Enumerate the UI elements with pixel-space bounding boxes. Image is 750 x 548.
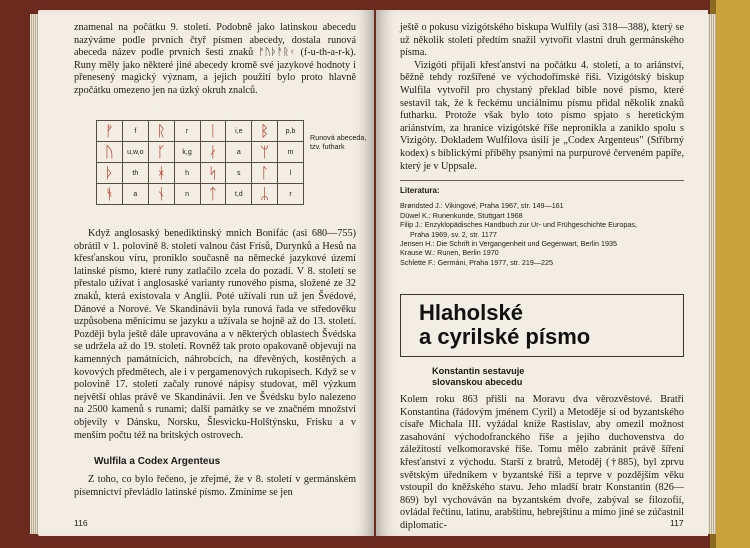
page-number-right: 117 xyxy=(670,518,684,528)
rune-glyph: ᛋ xyxy=(200,163,226,184)
rune-value: r xyxy=(278,184,304,205)
chapter-subheading xyxy=(432,366,672,389)
closing-text: Z toho, co bylo řečeno, je zřejmé, že v 8. století v germánském písemnictví převládlo latinské písmo. Zmíníme se jen xyxy=(74,474,356,498)
rune-value: a xyxy=(122,184,148,205)
rune-row xyxy=(97,121,304,142)
rune-value: n xyxy=(174,184,200,205)
chapter-paragraph xyxy=(400,394,684,533)
rune-glyph: ᛅ xyxy=(200,142,226,163)
rune-value: th xyxy=(122,163,148,184)
section-subheading: Wulfila a Codex Argenteus xyxy=(94,456,221,467)
rune-glyph: ᚬ xyxy=(97,184,123,205)
body-paragraph xyxy=(74,228,356,442)
literature-item: Düwel K.: Runenkunde, Stuttgart 1968 xyxy=(400,210,523,220)
literature-item: Brøndsted J.: Vikingové, Praha 1967, str. 149—161 xyxy=(400,201,564,211)
rune-value: t,d xyxy=(226,184,252,205)
page-edges-right xyxy=(708,14,716,534)
chapter-title-line2: a cyrilské písmo xyxy=(419,324,591,349)
rune-row xyxy=(97,184,304,205)
closing-paragraph xyxy=(74,474,356,499)
rune-value: p,b xyxy=(278,121,304,142)
chapter-sub-line2: slovanskou abecedu xyxy=(432,377,523,388)
rune-value: m xyxy=(278,142,304,163)
vizigoti-text: Vizigóti přijali křesťanství na počátku 4. století, a to ariánství, běžně tehdy rozšířené ve východořímské říši. Vizigótský biskup Wulfila vytvořil pro chystaný překlad bible nové písmo, které sestavil tak, že k řeckému unciálnímu písmu přidal několik znaků futharku. Protože však bylo toto písmo spjato s heretickým ariánstvím, za hranice vizigótské říše nepronikla a zaniklo spolu s Vizigóty. Dokladem Wulfilova úsilí je „Codex Argenteus" (Stříbrný kodex) s biblickými příběhy psanými na purpurové červeném papíře, který je v Uppsale. xyxy=(400,59,684,172)
literature-list xyxy=(400,201,684,267)
literature-item: Krause W.: Runen, Berlin 1970 xyxy=(400,248,499,258)
rune-glyph: ᚾ xyxy=(148,184,174,205)
rune-glyph: ᚴ xyxy=(148,142,174,163)
rune-row xyxy=(97,163,304,184)
right-page xyxy=(376,10,708,536)
continuation-paragraph xyxy=(400,22,684,173)
rune-table xyxy=(96,120,304,205)
rune-value: k,g xyxy=(174,142,200,163)
rune-glyph: ᚢ xyxy=(97,142,123,163)
rune-value: s xyxy=(226,163,252,184)
continuation-text: ještě o pokusu vizigótského biskupa Wulfily (asi 318—388), který se už několik století předtím snažil vytvořit vlastní druh germánského písma. xyxy=(400,22,684,59)
intro-text: znamenal na počátku 9. století. Podobně jako latinskou abecedu nazýváme podle prvních čtyř písmen abecedy, dostala runová abeceda název podle prvních šesti znaků ᚠᚢᚦᚨᚱᚲ (f-u-th-a-r-k). Runy měly jako některé jiné abecedy kromě své jazykové hodnoty i přenesený magický význam, a jejich použití bylo proto hlavně zpočátku omezeno jen na úzký okruh znalců. xyxy=(74,22,356,96)
left-page xyxy=(38,10,374,536)
chapter-title-box xyxy=(400,294,684,357)
literature-item: Jensen H.: Die Schrift in Vergangenheit und Gegenwart, Berlin 1935 xyxy=(400,239,617,249)
rune-glyph: ᚱ xyxy=(148,121,174,142)
chapter-title-line1: Hlaholské xyxy=(419,300,523,325)
intro-paragraph xyxy=(74,22,356,98)
rune-value: f xyxy=(122,121,148,142)
rune-glyph: ᚦ xyxy=(97,163,123,184)
rune-glyph: ᛚ xyxy=(252,163,278,184)
next-book-spine xyxy=(710,0,750,548)
rune-value: a xyxy=(226,142,252,163)
literature-title: Literatura: xyxy=(400,186,440,195)
rune-glyph: ᛦ xyxy=(252,184,278,205)
rune-row xyxy=(97,142,304,163)
rune-glyph: ᛒ xyxy=(252,121,278,142)
page-number-left: 116 xyxy=(74,518,88,528)
literature-item: Filip J.: Enzyklopädisches Handbuch zur Ur- und Frühgeschichte Europas, xyxy=(400,220,637,230)
rune-value: l xyxy=(278,163,304,184)
rune-value: i,e xyxy=(226,121,252,142)
rune-glyph: ᛏ xyxy=(200,184,226,205)
chapter-text: Kolem roku 863 přišli na Moravu dva věrozvěstové. Bratři Konstantina (řádovým jménem Cyril) a Metoděje si od byzantského císaře Michala III. vyžádal kníže Rastislav, aby omezil možnost zasahování východofranckého říše a jejího duchovenstva do záležitostí velkomoravské říše. Tomu mělo zabránit právě šíření křesťanství z východu. Starší z bratrů, Metoděj (†885), byl zprvu světským úředníkem v byzantské říši a teprve v pozdějším věku vstoupil do kněžského stavu. Jeho mladší bratr Konstantin (826—869) byl vychováván na byzantském dvoře, zabýval se filozofií, ovládal řečtinu, latinu, arabštinu, hebrejštinu a mimo jiné se zúčastnil diplomatic- xyxy=(400,394,684,531)
literature-block xyxy=(400,186,684,267)
body-text: Když anglosaský benediktinský mnich Bonifác (asi 680—755) obrátil v 1. polovině 8. století valnou část Frísů, Durynků a Hesů na křesťanskou víru, proniklo současně na německé jazykové území latinské písmo, které runy zatlačilo zcela do pozadí. V 8. století se přestalo užívat i anglosaské varianty runového písma, složené ze 32 znaků, která existovala v Anglii. Poté užívali run už jen Švédové, Dánové a Norové. Ve Skandinávii byla runová řada ve středověku uzpůsobena měnícímu se jazyku a užívala se hojně až do 13. století. Později byla ještě dále upravována a v některých oblastech Švédska se udržela až do 19. století. Rovněž tak proto opakovaně objevují na kamenných památnících, náhrobcích, na dřevěných, kostěných a kovových předmětech, ale i v pergamenových rukopisech. Když se v polovině 17. století začaly runové nápisy studovat, měl výzkum největší ohlas právě ve Skandinávii. Jen ve Švédsku bylo nalezeno na 2500 kamenů s runami; další památky se ve značném množství objevily v Dánsku, Norsku, Šlesvicku-Holštýnsku, Frisku a v menším počtu též na britských ostrovech. xyxy=(74,228,356,441)
literature-item: Schlette F.: Germáni, Praha 1977, str. 219—225 xyxy=(400,257,554,267)
rune-glyph: ᛘ xyxy=(252,142,278,163)
rune-value: r xyxy=(174,121,200,142)
rune-value: h xyxy=(174,163,200,184)
literature-item: Praha 1969, sv. 2, str. 1177 xyxy=(410,229,497,239)
literature-rule xyxy=(400,180,684,181)
rune-value: u,w,o xyxy=(122,142,148,163)
rune-glyph: ᚼ xyxy=(148,163,174,184)
rune-glyph: ᛁ xyxy=(200,121,226,142)
chapter-sub-line1: Konstantin sestavuje xyxy=(432,366,525,376)
rune-glyph: ᚠ xyxy=(97,121,123,142)
rune-caption: Runová abeceda, tzv. futhark xyxy=(310,133,367,151)
